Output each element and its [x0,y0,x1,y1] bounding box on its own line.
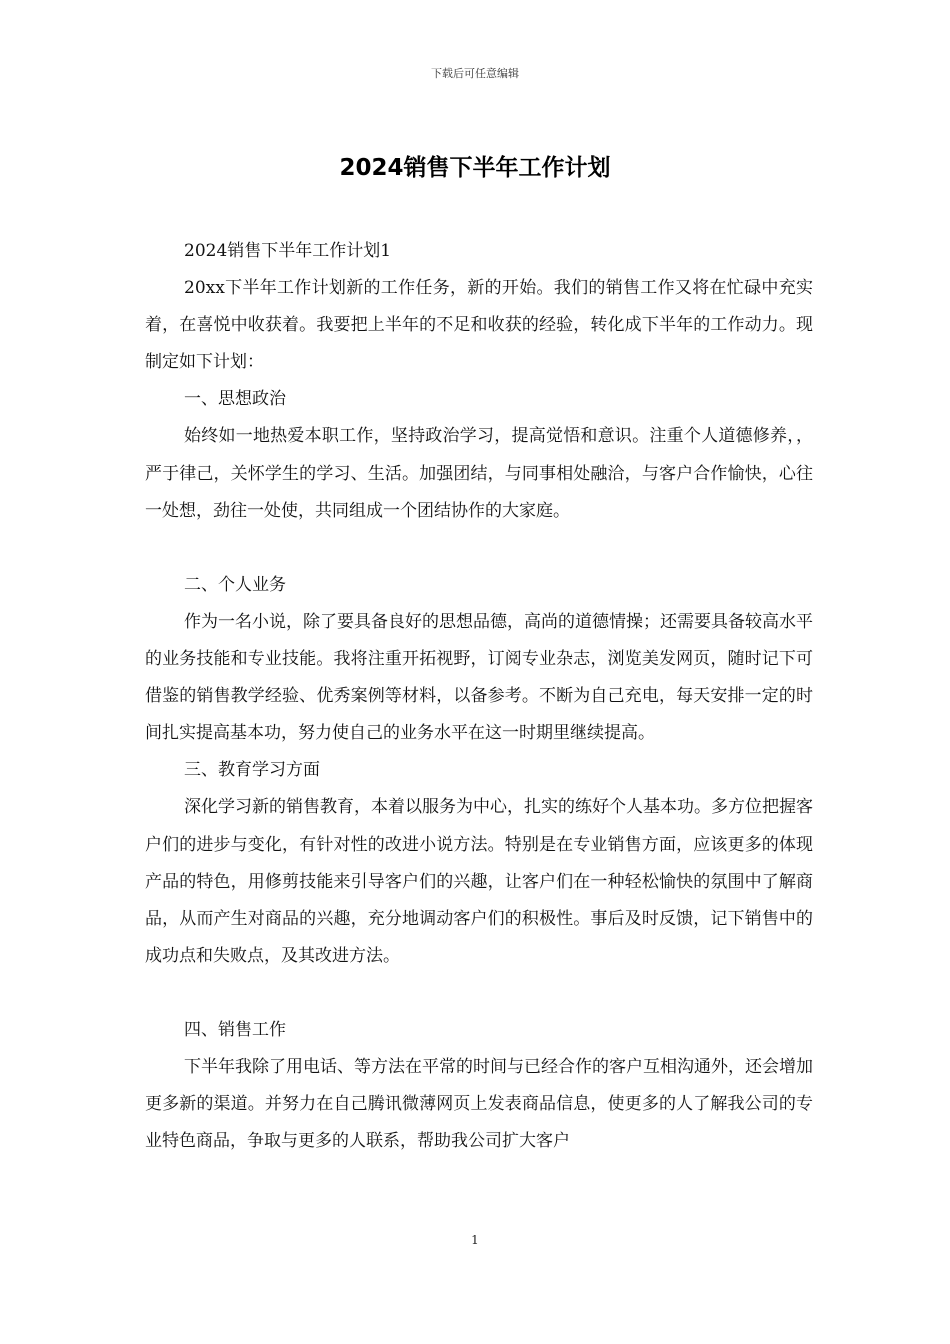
education-paragraph: 深化学习新的销售教育，本着以服务为中心，扎实的练好个人基本功。多方位把握客户们的进步与变化，有针对性的改进小说方法。特别是在专业销售方面，应该更多的体现产品的特色，用修剪技能来引导客户们的兴趣，让客户们在一种轻松愉快的氛围中了解商品，从而产生对商品的兴趣，充分地调动客户们的积极性。事后及时反馈，记下销售中的成功点和失败点，及其改进方法。 [145,797,813,966]
politics-paragraph: 始终如一地热爱本职工作，坚持政治学习，提高觉悟和意识。注重个人道德修养，，严于律己，关怀学生的学习、生活。加强团结，与同事相处融洽，与客户合作愉快，心往一处想，劲往一处使，共同组成一个团结协作的大家庭。 [145,426,813,521]
section-heading-education: 三、教育学习方面 [184,760,320,781]
section-heading-sales: 四、销售工作 [184,1019,286,1040]
section-heading-personal-business: 二、个人业务 [184,574,286,595]
paragraph-spacer [145,975,813,1012]
sales-paragraph: 下半年我除了用电话、等方法在平常的时间与已经合作的客户互相沟通外，还会增加更多新的渠道。并努力在自己腾讯微薄网页上发表商品信息，使更多的人了解我公司的专业特色商品，争取与更多的人联系，帮助我公司扩大客户 [145,1057,813,1152]
section-subtitle: 2024销售下半年工作计划1 [184,241,392,261]
intro-paragraph: 20xx下半年工作计划新的工作任务，新的开始。我们的销售工作又将在忙碌中充实着，在喜悦中收获着。我要把上半年的不足和收获的经验，转化成下半年的工作动力。现制定如下计划： [145,278,813,373]
paragraph-spacer [145,530,813,567]
page-header-note: 下载后可任意编辑 [431,67,519,80]
document-title: 2024销售下半年工作计划 [339,155,611,181]
personal-business-paragraph: 作为一名小说，除了要具备良好的思想品德，高尚的道德情操；还需要具备较高水平的业务技能和专业技能。我将注重开拓视野，订阅专业杂志，浏览美发网页，随时记下可借鉴的销售教学经验、优秀案例等材料，以备参考。不断为自己充电，每天安排一定的时间扎实提高基本功，努力使自己的业务水平在这一时期里继续提高。 [145,611,813,744]
document-body [145,233,813,1160]
page-number: 1 [471,1233,479,1247]
section-heading-politics: 一、思想政治 [184,389,286,410]
